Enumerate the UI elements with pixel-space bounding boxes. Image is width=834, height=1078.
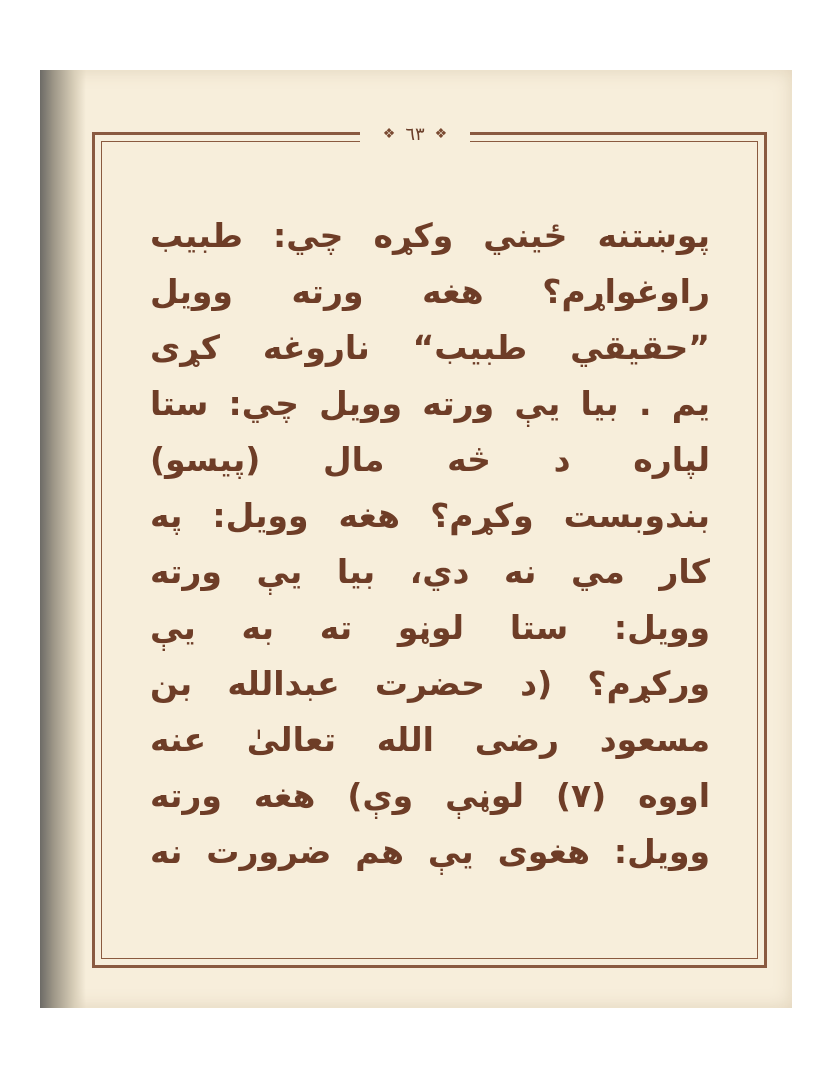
text-line: بندوبست وکړم؟ هغه وويل: په	[150, 496, 710, 535]
text-line: وويل: ستا لوڼو ته به يې	[150, 608, 710, 647]
ornament-icon: ❖	[382, 126, 396, 142]
text-line: پوښتنه ځيني وکړه چي: طبيب	[150, 216, 710, 255]
page-number-header	[360, 118, 470, 150]
text-line: لپاره د څه مال (پيسو)	[150, 440, 710, 479]
book-gutter-shadow	[40, 70, 86, 1008]
text-line: وويل: هغوی يې هم ضرورت نه	[150, 832, 710, 871]
text-line: ”حقيقي طبيب“ ناروغه کړی	[150, 328, 710, 367]
text-line: راوغواړم؟ هغه ورته وويل	[150, 272, 710, 311]
text-line: اووه (٧) لوڼې وې) هغه ورته	[150, 776, 710, 815]
text-line: کار مي نه دي، بيا يې ورته	[150, 552, 710, 591]
text-line: ورکړم؟ (د حضرت عبدالله بن	[150, 664, 710, 703]
body-text	[150, 208, 710, 878]
text-line: مسعود رضی الله تعالیٰ عنه	[150, 720, 710, 759]
page-number: ٦٣	[405, 123, 425, 145]
text-line: يم . بيا يې ورته وويل چي: ستا	[150, 384, 710, 423]
ornament-icon: ❖	[434, 126, 448, 142]
